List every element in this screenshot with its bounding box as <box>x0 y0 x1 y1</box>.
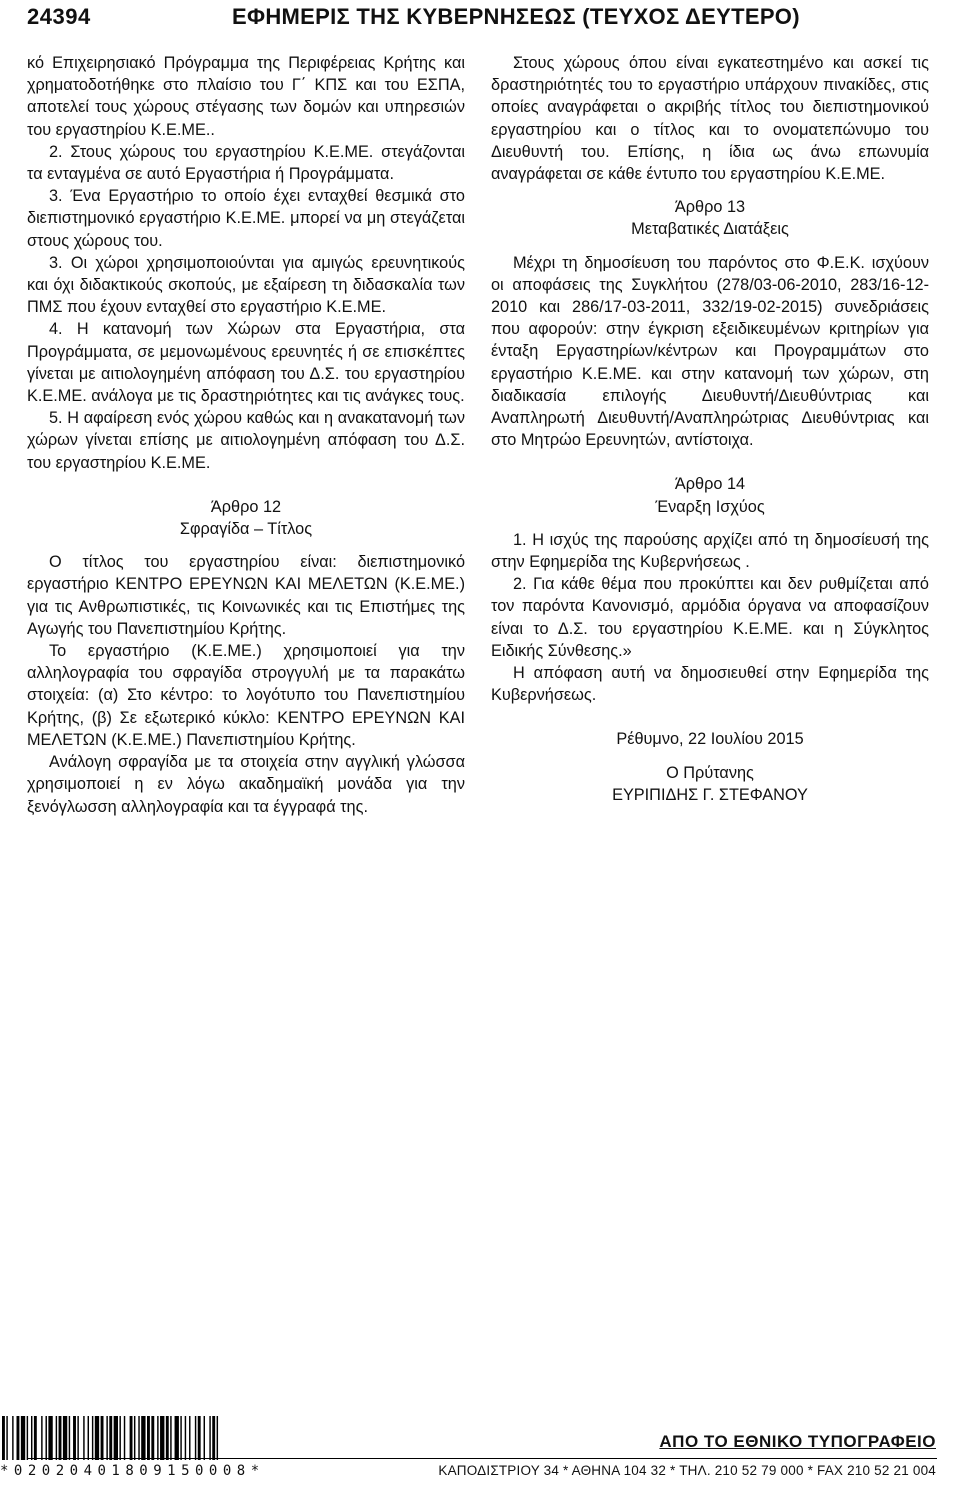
paragraph: Ανάλογη σφραγίδα με τα στοιχεία στην αγγλική γλώσσα χρησιμοποιεί η εν λόγω ακαδημαϊκή μονάδα για την ξενόγλωσση αλληλογραφία και τα έγγραφά της. <box>27 753 465 816</box>
signer-role: Ο Πρύτανης <box>666 763 754 782</box>
barcode-bar <box>166 1416 169 1460</box>
barcode-bar <box>69 1416 70 1460</box>
barcode-bar <box>73 1416 76 1460</box>
barcode-bar <box>195 1416 196 1460</box>
barcode-bar <box>101 1416 104 1460</box>
barcode-bar <box>88 1416 89 1460</box>
barcode-bar <box>151 1416 154 1460</box>
page-header <box>27 2 937 34</box>
barcode-bar <box>41 1416 42 1460</box>
barcode-bar <box>180 1416 181 1460</box>
barcode-bar <box>209 1416 210 1460</box>
barcode-bar <box>138 1416 139 1460</box>
paragraph: 2. Στους χώρους του εργαστηρίου Κ.Ε.ΜΕ. στεγάζονται τα ενταγμένα σε αυτό Εργαστήρια ή Προγράμματα. <box>27 142 465 184</box>
barcode-bar <box>46 1416 47 1460</box>
paragraph: Το εργαστήριο (Κ.Ε.ΜΕ.) χρησιμοποιεί για την αλληλογραφία του σφραγίδα στρογγυλή με τα παρακάτω στοιχεία: (α) Στο κέντρο: το λογότυπο του Πανεπιστημίου Κρήτης, (β) Σε εξωτερικό κύκλο: ΚΕΝΤΡΟ ΕΡΕΥΝΩΝ ΚΑΙ ΜΕΛΕΤΩΝ (Κ.Ε.ΜΕ.) Πανεπιστημίου Κρήτης. <box>27 642 465 749</box>
barcode-bar <box>160 1416 164 1460</box>
paragraph: 2. Για κάθε θέμα που προκύπτει και δεν ρυθμίζεται από τον παρόντα Κανονισμό, αρμόδια όργανα να αποφασίζουν είναι το Δ.Σ. του εργαστηρίου Κ.Ε.ΜΕ. και η Σύγκλητος Ειδικής Σύνθεσης.» <box>491 575 929 660</box>
barcode-bar <box>83 1416 84 1460</box>
barcode-bar <box>217 1416 218 1460</box>
barcode-bar <box>170 1416 171 1460</box>
barcode-bar <box>130 1416 133 1460</box>
article-12-title: Σφραγίδα – Τίτλος <box>179 520 313 539</box>
printer-title: ΑΠΟ ΤΟ ΕΘΝΙΚΟ ΤΥΠΟΓΡΑΦΕΙΟ <box>659 1432 936 1451</box>
place-date: Ρέθυμνο, 22 Ιουλίου 2015 <box>616 730 804 749</box>
barcode-bar <box>92 1416 93 1460</box>
journal-title: ΕΦΗΜΕΡΙΣ ΤΗΣ ΚΥΒΕΡΝΗΣΕΩΣ (ΤΕΥΧΟΣ ΔΕΥΤΕΡΟ) <box>232 4 800 29</box>
barcode-bar <box>204 1416 205 1460</box>
article-13-title: Μεταβατικές Διατάξεις <box>631 220 789 239</box>
article-12-heading: Άρθρο 12 <box>210 497 282 516</box>
paragraph: Μέχρι τη δημοσίευση του παρόντος στο Φ.Ε.Κ. ισχύουν οι αποφάσεις της Συγκλήτου (278/03-06-2010, 283/16-12-2010 και 286/17-03-2011, 332/19-02-2015) συνεδριάσεις που αφορούν: στην έγκριση εξειδικευμένων κριτηρίων για ένταξη Εργαστηρίων/κέντρων και Προγραμμάτων στο εργαστήριο Κ.Ε.ΜΕ. και στην κατανομή των χώρων, στη διαδικασία επιλογής Διευθυντή/Διευθύντριας και Αναπληρωτή Διευθυντή/Αναπληρώτριας Διευθύντριας και στο Μητρώο Ερευνητών, αντίστοιχα. <box>491 253 929 450</box>
right-column <box>491 52 929 806</box>
paragraph: κό Επιχειρησιακό Πρόγραμμα της Περιφέρειας Κρήτης και χρηματοδοτήθηκε στο πλαίσιο του Γ΄ ΚΠΣ και του ΕΣΠΑ, αποτελεί τους χώρους στέγασης των δομών και υπηρεσιών του εργαστηρίου Κ.Ε.ΜΕ.. <box>27 54 465 139</box>
barcode-bar <box>175 1416 179 1460</box>
barcode-bar <box>2 1416 5 1460</box>
barcode-bar <box>185 1416 186 1460</box>
barcode-bar <box>198 1416 201 1460</box>
paragraph: Ο τίτλος του εργαστηρίου είναι: διεπιστημονικό εργαστήριο ΚΕΝΤΡΟ ΕΡΕΥΝΩΝ ΚΑΙ ΜΕΛΕΤΩΝ (Κ.Ε.ΜΕ.) για τις Ανθρωπιστικές, τις Κοινωνικές και τις Επιστήμες της Αγωγής του Πανεπιστημίου Κρήτης. <box>27 553 465 638</box>
barcode-bar <box>17 1416 20 1460</box>
barcode-bar <box>124 1416 125 1460</box>
barcode-bar <box>106 1416 107 1460</box>
barcode-bar <box>59 1416 62 1460</box>
barcode-bar <box>95 1416 99 1460</box>
article-13-heading: Άρθρο 13 <box>674 198 746 217</box>
barcode-bar <box>157 1416 158 1460</box>
barcode-bar <box>141 1416 145 1460</box>
barcode-text: *02020401809150008* <box>0 1463 265 1479</box>
barcode-bar <box>119 1416 120 1460</box>
barcode-bar <box>109 1416 112 1460</box>
barcode-bar <box>21 1416 25 1460</box>
barcode-bar <box>12 1416 13 1460</box>
article-14-title: Έναρξη Ισχύος <box>655 497 765 516</box>
barcode-bar <box>212 1416 215 1460</box>
paragraph: 4. Η κατανομή των Χώρων στα Εργαστήρια, στα Προγράμματα, σε μεμονωμένους ερευνητές ή σε επισκέπτες γίνεται με αιτιολογημένη απόφαση του Δ.Σ. του εργαστηρίου Κ.Ε.ΜΕ. ανάλογα με τις δραστηριότητες και τις ανάγκες τους. <box>27 320 465 406</box>
footer-divider <box>27 1458 937 1459</box>
signer-name: ΕΥΡΙΠΙΔΗΣ Γ. ΣΤΕΦΑΝΟΥ <box>612 785 808 804</box>
paragraph: 5. Η αφαίρεση ενός χώρου καθώς και η ανακατανομή των χώρων γίνεται επίσης με αιτιολογημένη απόφαση του Δ.Σ. του εργαστηρίου Κ.Ε.ΜΕ. <box>27 409 465 472</box>
paragraph: Στους χώρους όπου είναι εγκατεστημένο και ασκεί τις δραστηριότητές του το εργαστήριο υπάρχουν πινακίδες, στις οποίες αναγράφεται ο ακριβής τίτλος του διεπιστημονικού εργαστηρίου και ο τίτλος και το ονοματεπώνυμο του Διευθυντή του. Επίσης, η ίδια ως άνω επωνυμία αναγράφεται σε κάθε έντυπο του εργαστηρίου Κ.Ε.ΜΕ. <box>491 54 929 184</box>
barcode-bar <box>77 1416 78 1460</box>
left-column <box>27 52 465 818</box>
barcode-bar <box>48 1416 52 1460</box>
barcode-bar <box>6 1416 7 1460</box>
printer-address: ΚΑΠΟΔΙΣΤΡΙΟΥ 34 * ΑΘΗΝΑ 104 32 * ΤΗΛ. 210 52 79 000 * FAX 210 52 21 004 <box>438 1463 936 1478</box>
paragraph: Η απόφαση αυτή να δημοσιευθεί στην Εφημερίδα της Κυβερνήσεως. <box>491 664 929 705</box>
barcode-bar <box>134 1416 135 1460</box>
barcode-bar <box>34 1416 37 1460</box>
paragraph: 3. Ένα Εργαστήριο το οποίο έχει ενταχθεί θεσμικά στο διεπιστημονικό εργαστήριο Κ.Ε.ΜΕ. μπορεί να μη στεγάζεται στους χώρους του. <box>27 187 465 250</box>
barcode-bar <box>147 1416 150 1460</box>
article-14-heading: Άρθρο 14 <box>674 475 746 494</box>
barcode-bar <box>27 1416 28 1460</box>
page-number: 24394 <box>27 4 91 29</box>
barcode-bar <box>63 1416 67 1460</box>
paragraph: 3. Οι χώροι χρησιμοποιούνται για αμιγώς ερευνητικούς και όχι διδακτικούς σκοπούς, με εξαίρεση τη διδασκαλία των ΠΜΣ που έχουν ενταχθεί στο εργαστήριο Κ.Ε.ΜΕ. <box>27 253 465 317</box>
barcode-bar <box>114 1416 118 1460</box>
barcode-bar <box>56 1416 57 1460</box>
barcode-bar <box>189 1416 190 1460</box>
barcode-bar <box>31 1416 32 1460</box>
paragraph: 1. Η ισχύς της παρούσης αρχίζει από τη δημοσίευσή της στην Εφημερίδα της Κυβερνήσεως . <box>491 530 929 572</box>
